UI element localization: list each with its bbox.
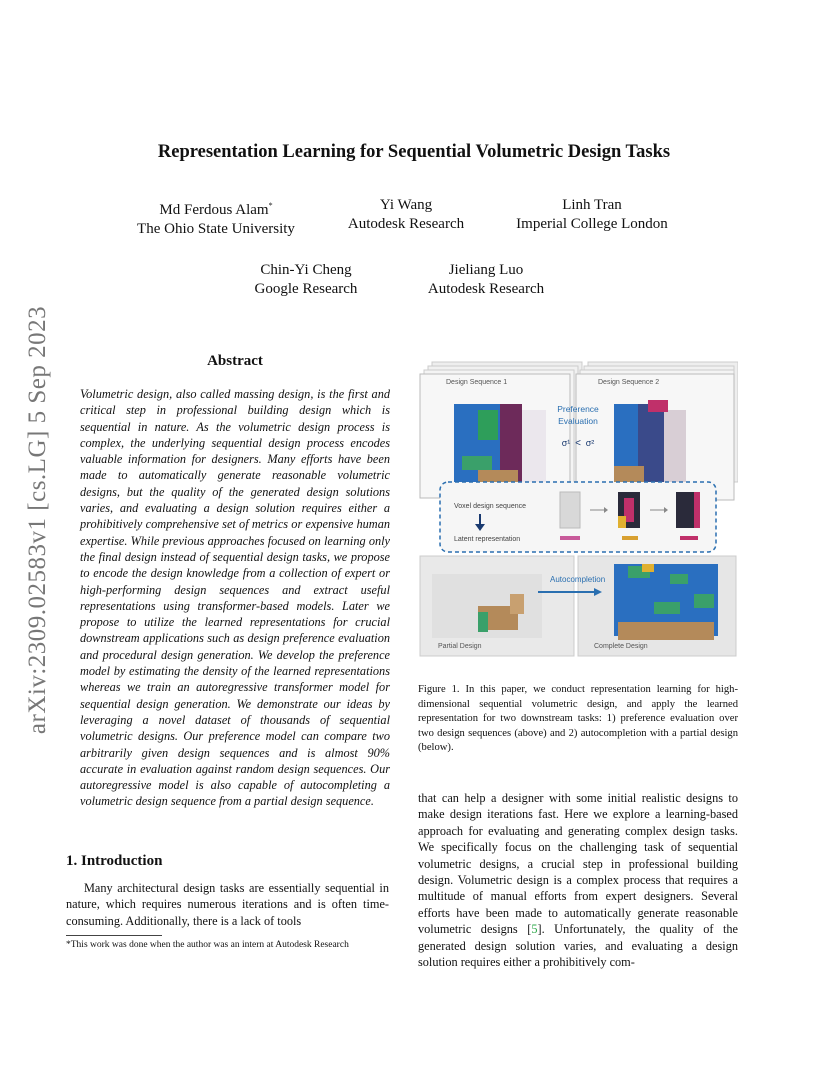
figure-1	[418, 360, 738, 660]
figure-label: Partial Design	[438, 643, 482, 650]
abstract-body: Volumetric design, also called massing design, is the first and critical step in professional building design which is sequential in nature. As the volumetric design process is complex, the underlying sequential design process encodes valuable information for designers. Many efforts have been made to automatically generate reasonable volumetric designs, but the quality of the generated design solutions varies, and evaluating a design solution requires either a prohibitively comprehensive set of metrics or expensive human expertise. While previous approaches focused on learning only the final design instead of sequential design tasks, we propose to encode the design knowledge from a collection of expert or high-performing design sequences and extract useful representations using transformer-based models. Later we propose to utilize the learned representations for crucial downstream applications such as design preference evaluation and procedural design generation. We develop the preference model by estimating the density of the learned representations whereas we train an autoregressive transformer model for sequential design generation. We demonstrate our ideas by leveraging a novel dataset of thousands of sequential volumetric designs. Our preference model can compare two arbitrarily given design sequences and is almost 90% accurate in evaluation against random design sequences. Our autoregressive model is also capable of autocompleting a volumetric design sequence from a partial design sequence.	[80, 387, 390, 809]
intro-paragraph-continued	[418, 790, 738, 970]
arxiv-id: arXiv:2309.02583v1 [cs.LG] 5 Sep 2023	[24, 305, 51, 735]
author-name: Md Ferdous Alam	[159, 202, 269, 218]
figure-label: Preference	[557, 404, 599, 414]
figure-label: Autocompletion	[550, 575, 606, 584]
figure-label: Latent representation	[454, 536, 521, 543]
author-affiliation: Imperial College London	[516, 216, 668, 232]
paper-title: Representation Learning for Sequential Volumetric Design Tasks	[157, 142, 671, 162]
citation-link[interactable]: 5	[531, 922, 538, 937]
author-affiliation: Autodesk Research	[427, 281, 545, 297]
author-mark: *	[268, 201, 273, 210]
author-block	[376, 261, 596, 299]
abstract-heading: Abstract	[207, 353, 263, 369]
intro-paragraph: Many architectural design tasks are essentially sequential in nature, which requires numerous iterations and is often time-consuming. Additionally, there is a lack of tools	[66, 881, 389, 928]
author-block	[106, 196, 326, 239]
figure-label: σ²	[585, 438, 595, 448]
figure-caption: Figure 1. In this paper, we conduct representation learning for high-dimensional sequential volumetric design, and apply the learned representation for two downstream tasks: 1) preference evaluation over two design sequences (above) and 2) autocompletion with a partial design (below).	[418, 684, 738, 753]
author-name: Yi Wang	[379, 197, 433, 213]
figure-label: Complete Design	[594, 643, 648, 650]
figure-illustration	[418, 360, 738, 660]
paragraph-text: that can help a designer with some initial realistic designs to make design iterations fast. Here we explore a learning-based approach for evaluating and generating complex design tasks. We specifically focus on the challenging task of sequential volumetric designs, a crucial step in professional building design. Volumetric design is a complex process that requires a multitude of manual efforts from expert designers. Several efforts have been made to automatically generate reasonable volumetric designs [	[418, 791, 738, 937]
author-affiliation: The Ohio State University	[137, 221, 295, 237]
author-name: Linh Tran	[562, 197, 622, 213]
section-heading: 1. Introduction	[66, 853, 163, 869]
figure-label: Design Sequence 2	[598, 379, 660, 386]
author-block	[482, 196, 702, 234]
author-affiliation: Autodesk Research	[347, 216, 465, 232]
figure-label: σ¹	[561, 438, 571, 448]
paragraph-text: ]. Unfortunately, the quality of the generated design solution varies, and evaluating a design solution requires either a prohibitively com-	[418, 922, 738, 970]
arxiv-sidebar	[18, 290, 58, 750]
less-than-icon: <	[575, 438, 581, 449]
author-affiliation: Google Research	[254, 281, 358, 297]
figure-label: Voxel design sequence	[454, 503, 526, 510]
figure-label: Design Sequence 1	[446, 379, 508, 386]
figure-label: Evaluation	[558, 416, 598, 426]
author-name: Jieliang Luo	[448, 262, 524, 278]
footnote-rule	[66, 935, 162, 936]
footnote: *This work was done when the author was an intern at Autodesk Research	[66, 940, 349, 950]
author-name: Chin-Yi Cheng	[260, 262, 352, 278]
